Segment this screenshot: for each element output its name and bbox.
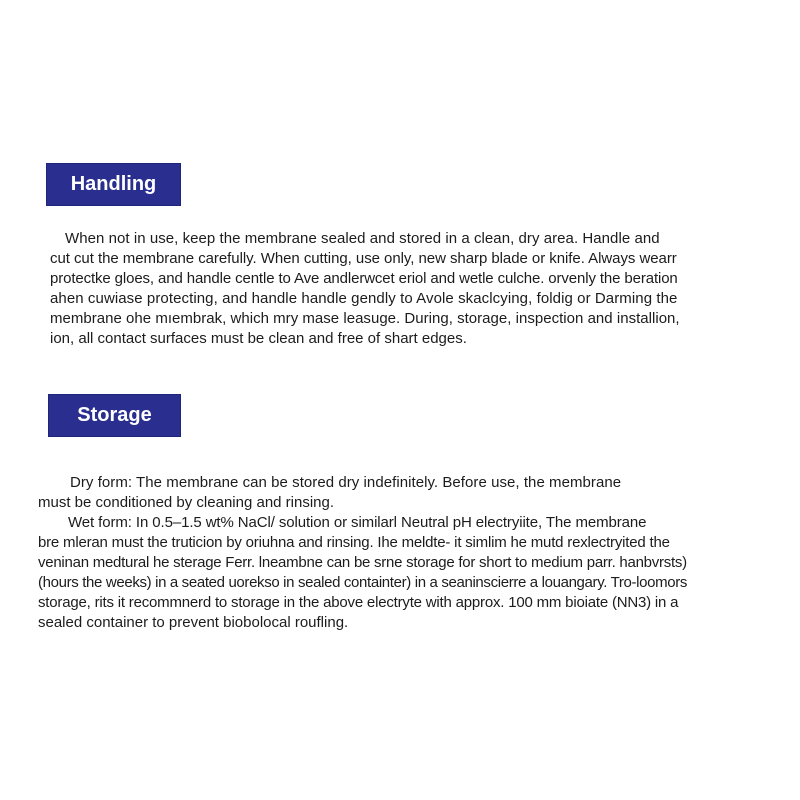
handling-line: membrane ohe mıembrak, which mry mase leasuge. During, storage, inspection and installion, xyxy=(50,310,680,327)
storage-line: must be conditioned by cleaning and rinsing. xyxy=(38,494,335,511)
storage-line: Dry form: The membrane can be stored dry indefinitely. Before use, the membrane xyxy=(70,474,622,491)
handling-line: protectke gloes, and handle centle to Ave andlerwcet eriol and wetle culche. orvenly the beration xyxy=(50,270,678,287)
storage-line: sealed container to prevent biobolocal roufling. xyxy=(38,614,349,631)
storage-line: (hours the weeks) in a seated uorekso in sealed containter) in a seaninscierre a louangary. Tro-loomors xyxy=(38,574,688,591)
storage-line: Wet form: In 0.5–1.5 wt% NaCl/ solution or similarl Neutral pH electryiite, The membrane xyxy=(68,514,647,531)
storage-line: bre mleran must the truticion by oriuhna and rinsing. Ihe meldte- it simlim he mutd rexlectryited the xyxy=(38,534,670,551)
handling-line: cut cut the membrane carefully. When cutting, use only, new sharp blade or knife. Always wearr xyxy=(50,250,677,267)
storage-paragraph xyxy=(38,473,763,633)
handling-line: When not in use, keep the membrane sealed and stored in a clean, dry area. Handle and xyxy=(65,230,660,247)
storage-line: storage, rits it recommnerd to storage in the above electryte with approx. 100 mm bioiate (NN3) in a xyxy=(38,594,679,611)
handling-line: ahen cuwiase protecting, and handle handle gendly to Avole skaclcying, foldig or Darming the xyxy=(50,290,678,307)
storage-line: veninan medtural he sterage Ferr. lneambne can be srne storage for short to medium parr. hanbvrsts) xyxy=(38,554,687,571)
handling-line: ion, all contact surfaces must be clean and free of shart edges. xyxy=(50,330,467,347)
storage-heading: Storage xyxy=(49,395,180,436)
handling-heading: Handling xyxy=(47,164,180,205)
handling-paragraph xyxy=(50,229,765,349)
